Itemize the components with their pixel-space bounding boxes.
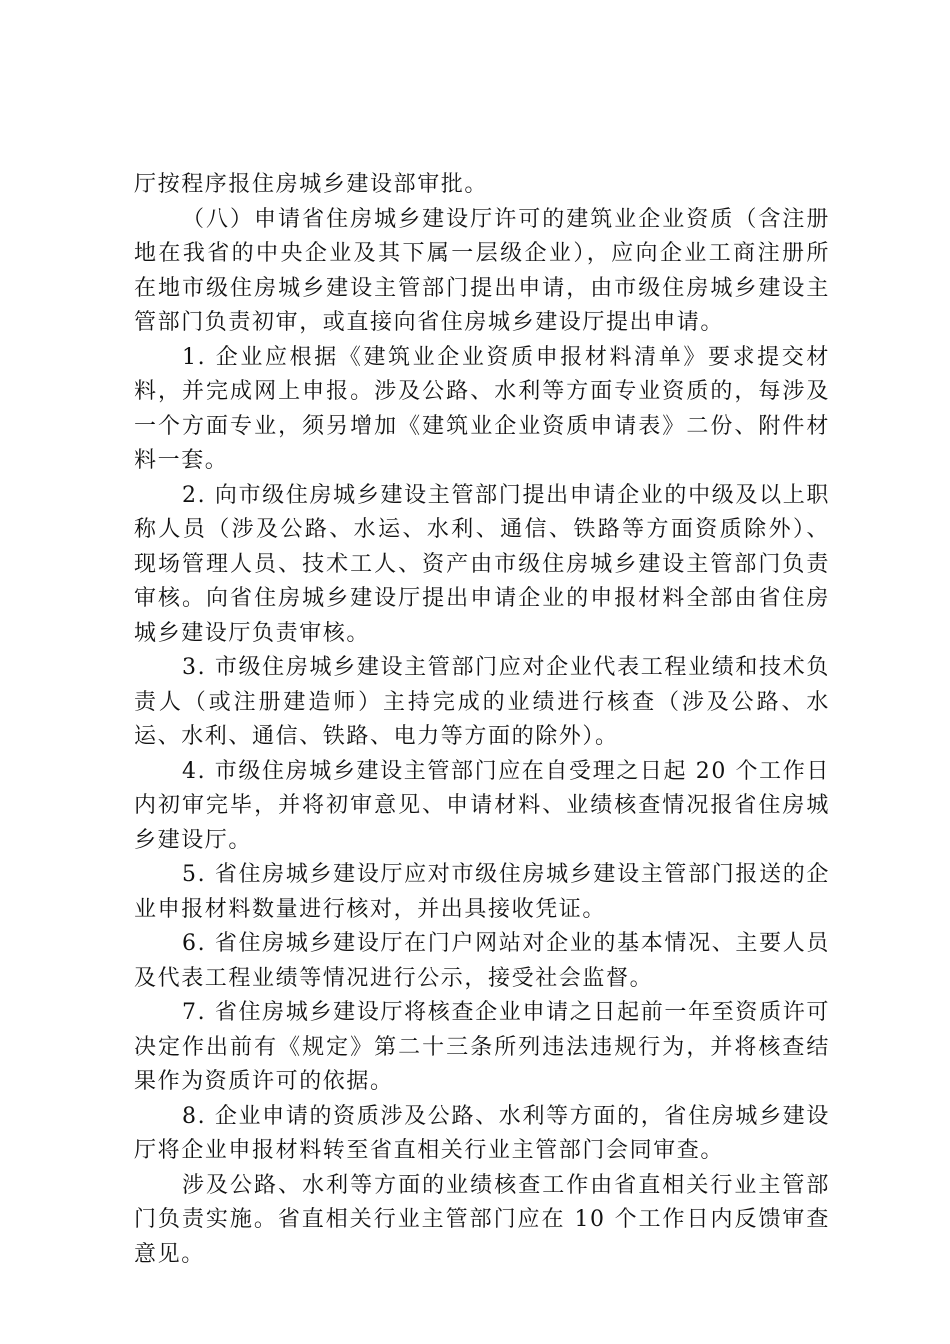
paragraph-note: 涉及公路、水利等方面的业绩核查工作由省直相关行业主管部门负责实施。省直相关行业主管部门应在 10 个工作日内反馈审查意见。: [134, 1172, 830, 1267]
paragraph-section-8: （八）申请省住房城乡建设厅许可的建筑业企业资质（含注册地在我省的中央企业及其下属一层级企业），应向企业工商注册所在地市级住房城乡建设主管部门提出申请，由市级住房城乡建设主管部门负责初审，或直接向省住房城乡建设厅提出申请。: [134, 206, 830, 335]
paragraph-item-8: 8. 企业申请的资质涉及公路、水利等方面的，省住房城乡建设厅将企业申报材料转至省直相关行业主管部门会同审查。: [134, 1103, 830, 1163]
paragraph-continuation: 厅按程序报住房城乡建设部审批。: [134, 172, 489, 197]
paragraph-item-3: 3. 市级住房城乡建设主管部门应对企业代表工程业绩和技术负责人（或注册建造师）主持完成的业绩进行核查（涉及公路、水运、水利、通信、铁路、电力等方面的除外）。: [134, 655, 830, 749]
paragraph-item-4: 4. 市级住房城乡建设主管部门应在自受理之日起 20 个工作日内初审完毕，并将初审意见、申请材料、业绩核查情况报省住房城乡建设厅。: [134, 758, 830, 853]
paragraph-item-6: 6. 省住房城乡建设厅在门户网站对企业的基本情况、主要人员及代表工程业绩等情况进行公示，接受社会监督。: [134, 931, 830, 991]
paragraph-item-2: 2. 向市级住房城乡建设主管部门提出申请企业的中级及以上职称人员（涉及公路、水运、水利、通信、铁路等方面资质除外）、现场管理人员、技术工人、资产由市级住房城乡建设主管部门负责审核。向省住房城乡建设厅提出申请企业的申报材料全部由省住房城乡建设厅负责审核。: [134, 482, 830, 646]
paragraph-item-5: 5. 省住房城乡建设厅应对市级住房城乡建设主管部门报送的企业申报材料数量进行核对，并出具接收凭证。: [134, 862, 830, 922]
document-body: [134, 168, 830, 1272]
paragraph-item-7: 7. 省住房城乡建设厅将核查企业申请之日起前一年至资质许可决定作出前有《规定》第二十三条所列违法违规行为，并将核查结果作为资质许可的依据。: [134, 1000, 830, 1094]
paragraph-item-1: 1. 企业应根据《建筑业企业资质申报材料清单》要求提交材料，并完成网上申报。涉及公路、水利等方面专业资质的，每涉及一个方面专业，须另增加《建筑业企业资质申请表》二份、附件材料一套。: [134, 344, 830, 473]
